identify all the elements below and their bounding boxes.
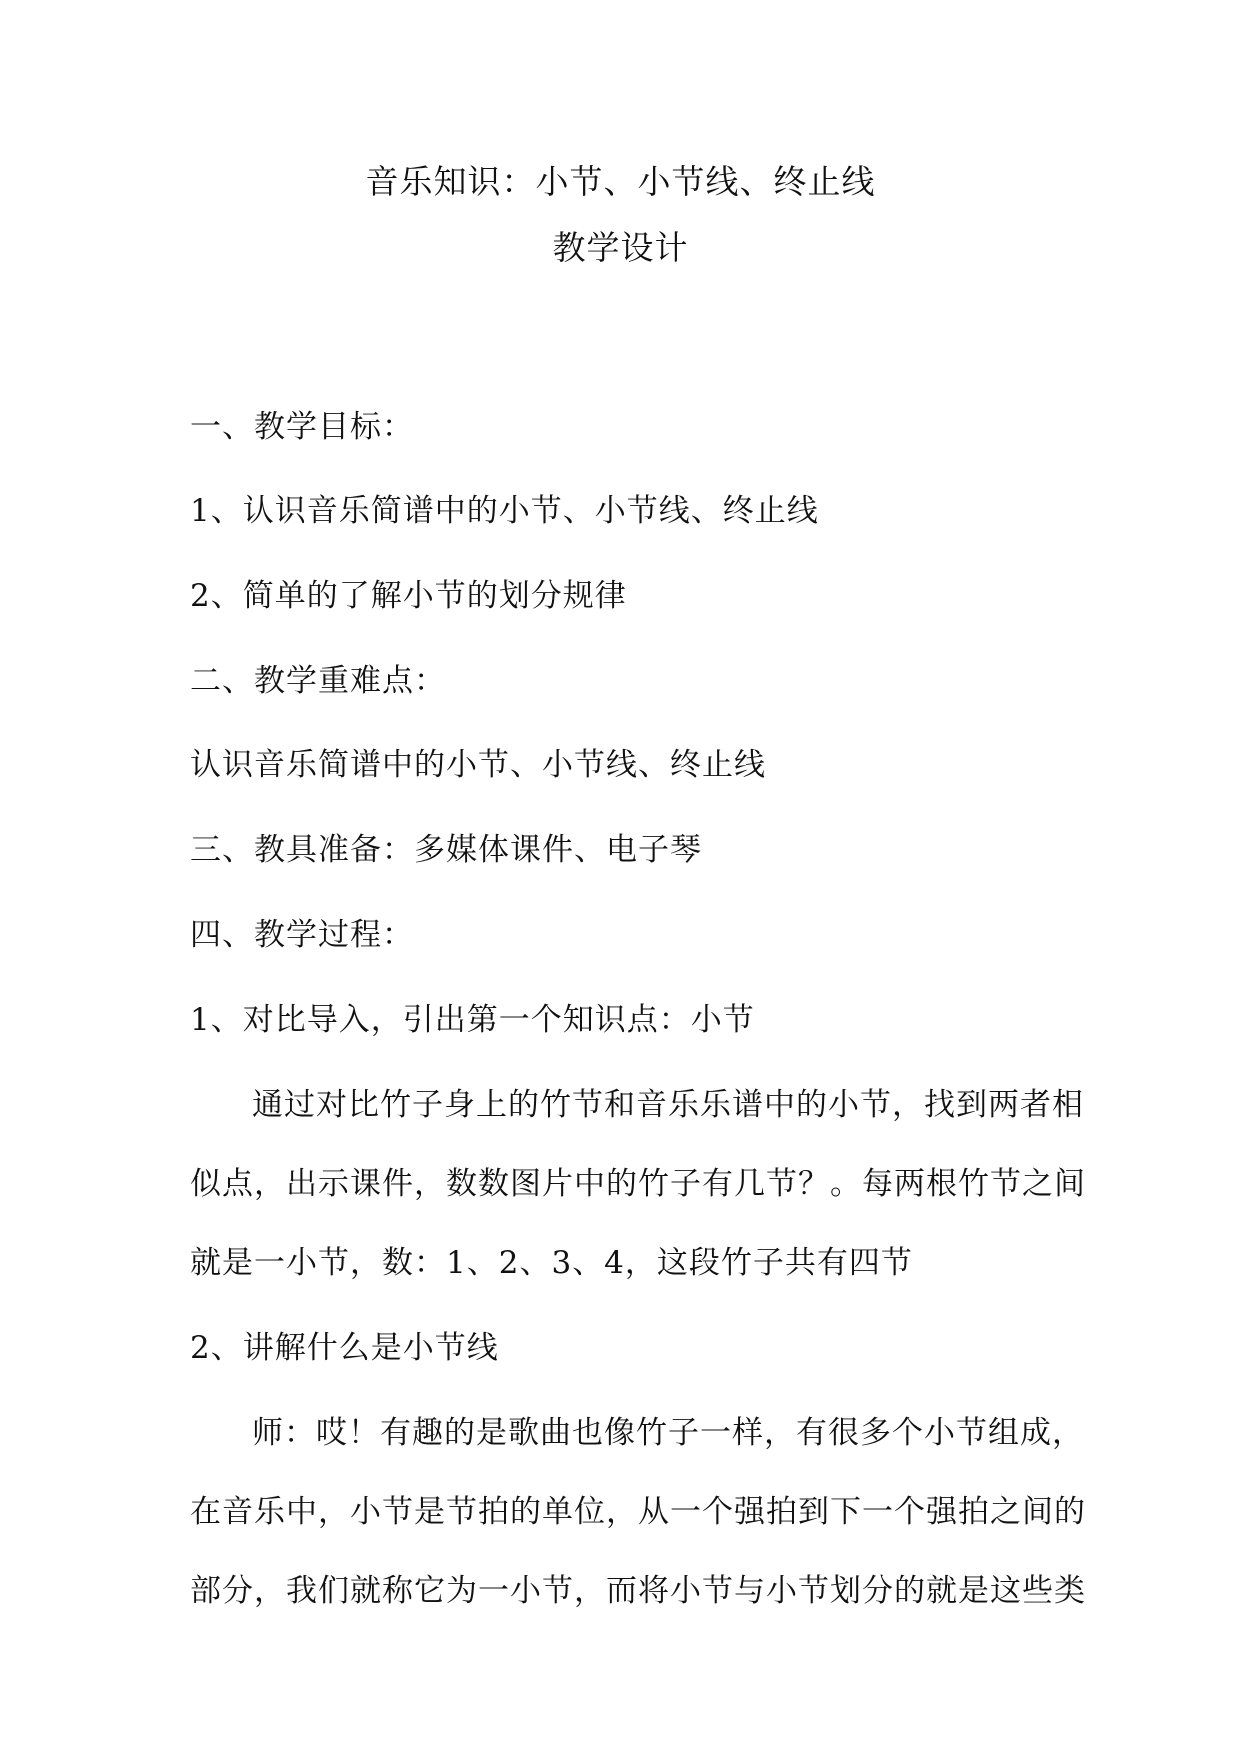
process-step-2: 2、讲解什么是小节线 [190,1330,499,1366]
step-1-paragraph-line: 似点，出示课件，数数图片中的竹子有几节？。每两根竹节之间 [190,1166,1086,1202]
key-points-text: 认识音乐简谱中的小节、小节线、终止线 [190,747,766,783]
step-2-paragraph-line: 在音乐中，小节是节拍的单位，从一个强拍到下一个强拍之间的 [190,1494,1086,1530]
step-2-paragraph-line: 师：哎！有趣的是歌曲也像竹子一样，有很多个小节组成， [252,1415,1084,1451]
step-1-paragraph-line: 就是一小节，数：1、2、3、4，这段竹子共有四节 [190,1245,913,1281]
process-step-1: 1、对比导入，引出第一个知识点：小节 [190,1002,755,1038]
step-2-paragraph-line: 部分，我们就称它为一小节，而将小节与小节划分的就是这些类 [190,1573,1086,1609]
section-heading-process: 四、教学过程： [190,917,414,953]
section-heading-key-points: 二、教学重难点： [190,663,446,699]
goal-item-2: 2、简单的了解小节的划分规律 [190,578,627,614]
document-title: 音乐知识：小节、小节线、终止线 [365,162,876,201]
step-1-paragraph-line: 通过对比竹子身上的竹节和音乐乐谱中的小节，找到两者相 [252,1087,1084,1123]
document-subtitle: 教学设计 [552,228,689,267]
section-heading-goals: 一、教学目标： [190,409,414,445]
section-heading-tools: 三、教具准备：多媒体课件、电子琴 [190,832,702,868]
goal-item-1: 1、认识音乐简谱中的小节、小节线、终止线 [190,493,819,529]
